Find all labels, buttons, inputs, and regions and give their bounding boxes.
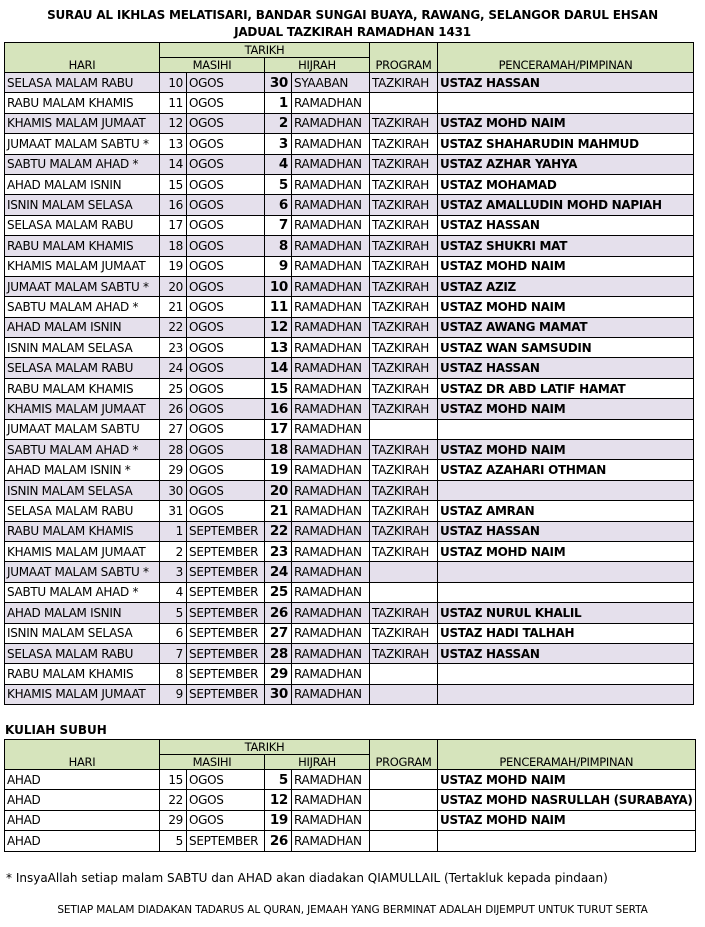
hari-cell: SABTU MALAM AHAD * — [5, 440, 160, 460]
table-row — [5, 684, 694, 704]
column-header-hijrah: HIJRAH — [265, 58, 370, 73]
hari-cell: JUMAAT MALAM SABTU * — [5, 562, 160, 582]
masihi-day-cell: 26 — [160, 399, 187, 419]
column-header-masihi: MASIHI — [160, 755, 265, 770]
hari-cell: ISNIN MALAM SELASA — [5, 480, 160, 500]
masihi-day-cell: 11 — [160, 93, 187, 113]
speaker-cell: USTAZ MOHD NAIM — [438, 770, 696, 790]
hijrah-day-cell: 8 — [265, 236, 292, 256]
hari-cell: AHAD MALAM ISNIN — [5, 317, 160, 337]
speaker-cell: USTAZ MOHD NAIM — [438, 810, 696, 830]
hijrah-day-cell: 15 — [265, 378, 292, 398]
hijrah-day-cell: 14 — [265, 358, 292, 378]
masihi-month-cell: OGOS — [187, 113, 265, 133]
hijrah-month-cell: RAMADHAN — [292, 440, 370, 460]
table-row — [5, 810, 696, 830]
speaker-cell — [438, 93, 694, 113]
speaker-cell: USTAZ HASSAN — [438, 73, 694, 93]
table-row — [5, 154, 694, 174]
table-row — [5, 195, 694, 215]
speaker-cell: USTAZ MOHD NAIM — [438, 256, 694, 276]
masihi-month-cell: OGOS — [187, 297, 265, 317]
program-cell: TAZKIRAH — [370, 358, 438, 378]
speaker-cell: USTAZ SHUKRI MAT — [438, 236, 694, 256]
column-header-masihi: MASIHI — [160, 58, 265, 73]
program-cell — [370, 664, 438, 684]
program-cell: TAZKIRAH — [370, 338, 438, 358]
table-row — [5, 770, 696, 790]
column-header-hijrah: HIJRAH — [265, 755, 370, 770]
program-cell: TAZKIRAH — [370, 317, 438, 337]
speaker-cell: USTAZ WAN SAMSUDIN — [438, 338, 694, 358]
masihi-month-cell: SEPTEMBER — [187, 582, 265, 602]
speaker-cell: USTAZ MOHD NAIM — [438, 399, 694, 419]
hijrah-day-cell: 1 — [265, 93, 292, 113]
masihi-day-cell: 15 — [160, 770, 187, 790]
hijrah-month-cell: RAMADHAN — [292, 521, 370, 541]
hari-cell: ISNIN MALAM SELASA — [5, 338, 160, 358]
hari-cell: RABU MALAM KHAMIS — [5, 378, 160, 398]
masihi-month-cell: OGOS — [187, 378, 265, 398]
hijrah-month-cell: RAMADHAN — [292, 378, 370, 398]
speaker-cell: USTAZ HASSAN — [438, 215, 694, 235]
masihi-month-cell: OGOS — [187, 236, 265, 256]
table-row — [5, 134, 694, 154]
masihi-month-cell: OGOS — [187, 770, 265, 790]
masihi-month-cell: OGOS — [187, 93, 265, 113]
hijrah-month-cell: RAMADHAN — [292, 215, 370, 235]
hijrah-day-cell: 17 — [265, 419, 292, 439]
masihi-month-cell: OGOS — [187, 276, 265, 296]
program-cell: TAZKIRAH — [370, 541, 438, 561]
hari-cell: KHAMIS MALAM JUMAAT — [5, 399, 160, 419]
hijrah-month-cell: RAMADHAN — [292, 582, 370, 602]
column-header-program: PROGRAM — [370, 43, 438, 73]
speaker-cell — [438, 831, 696, 851]
masihi-day-cell: 17 — [160, 215, 187, 235]
speaker-cell — [438, 664, 694, 684]
masihi-day-cell: 28 — [160, 440, 187, 460]
hijrah-month-cell: SYAABAN — [292, 73, 370, 93]
hijrah-day-cell: 20 — [265, 480, 292, 500]
masihi-day-cell: 22 — [160, 790, 187, 810]
program-cell: TAZKIRAH — [370, 195, 438, 215]
masihi-day-cell: 19 — [160, 256, 187, 276]
masihi-day-cell: 27 — [160, 419, 187, 439]
program-cell — [370, 790, 438, 810]
hijrah-day-cell: 10 — [265, 276, 292, 296]
hijrah-day-cell: 19 — [265, 810, 292, 830]
hijrah-day-cell: 23 — [265, 541, 292, 561]
table-row — [5, 256, 694, 276]
masihi-day-cell: 20 — [160, 276, 187, 296]
table-row — [5, 113, 694, 133]
speaker-cell — [438, 419, 694, 439]
masihi-month-cell: OGOS — [187, 154, 265, 174]
hijrah-month-cell: RAMADHAN — [292, 297, 370, 317]
masihi-day-cell: 5 — [160, 831, 187, 851]
speaker-cell — [438, 480, 694, 500]
speaker-cell: USTAZ AZHAR YAHYA — [438, 154, 694, 174]
hijrah-day-cell: 28 — [265, 643, 292, 663]
hijrah-month-cell: RAMADHAN — [292, 643, 370, 663]
masihi-month-cell: OGOS — [187, 810, 265, 830]
masihi-month-cell: OGOS — [187, 215, 265, 235]
hari-cell: RABU MALAM KHAMIS — [5, 93, 160, 113]
masihi-month-cell: OGOS — [187, 317, 265, 337]
hijrah-month-cell: RAMADHAN — [292, 317, 370, 337]
program-cell: TAZKIRAH — [370, 603, 438, 623]
hari-cell: AHAD MALAM ISNIN * — [5, 460, 160, 480]
table-row — [5, 297, 694, 317]
hari-cell: AHAD — [5, 831, 160, 851]
hijrah-day-cell: 6 — [265, 195, 292, 215]
masihi-month-cell: OGOS — [187, 419, 265, 439]
table-row — [5, 521, 694, 541]
hari-cell: SELASA MALAM RABU — [5, 643, 160, 663]
masihi-month-cell: SEPTEMBER — [187, 684, 265, 704]
hijrah-day-cell: 22 — [265, 521, 292, 541]
table-row — [5, 790, 696, 810]
program-cell: TAZKIRAH — [370, 623, 438, 643]
table-row — [5, 480, 694, 500]
table-row — [5, 582, 694, 602]
speaker-cell: USTAZ DR ABD LATIF HAMAT — [438, 378, 694, 398]
program-cell — [370, 582, 438, 602]
masihi-month-cell: OGOS — [187, 440, 265, 460]
hari-cell: KHAMIS MALAM JUMAAT — [5, 113, 160, 133]
program-cell: TAZKIRAH — [370, 256, 438, 276]
program-cell: TAZKIRAH — [370, 399, 438, 419]
hijrah-day-cell: 18 — [265, 440, 292, 460]
column-header-penceramah: PENCERAMAH/PIMPINAN — [438, 740, 696, 770]
speaker-cell: USTAZ MOHD NAIM — [438, 541, 694, 561]
program-cell — [370, 810, 438, 830]
hijrah-day-cell: 29 — [265, 664, 292, 684]
masihi-day-cell: 12 — [160, 113, 187, 133]
masihi-day-cell: 25 — [160, 378, 187, 398]
hijrah-month-cell: RAMADHAN — [292, 134, 370, 154]
table-row — [5, 338, 694, 358]
masihi-day-cell: 2 — [160, 541, 187, 561]
table-row — [5, 174, 694, 194]
speaker-cell: USTAZ HASSAN — [438, 358, 694, 378]
masihi-month-cell: OGOS — [187, 358, 265, 378]
hijrah-day-cell: 2 — [265, 113, 292, 133]
masihi-day-cell: 29 — [160, 460, 187, 480]
table-row — [5, 378, 694, 398]
hari-cell: SELASA MALAM RABU — [5, 501, 160, 521]
hijrah-day-cell: 21 — [265, 501, 292, 521]
hijrah-month-cell: RAMADHAN — [292, 790, 370, 810]
hari-cell: ISNIN MALAM SELASA — [5, 195, 160, 215]
table-row — [5, 643, 694, 663]
hijrah-month-cell: RAMADHAN — [292, 831, 370, 851]
speaker-cell: USTAZ AZIZ — [438, 276, 694, 296]
hijrah-month-cell: RAMADHAN — [292, 562, 370, 582]
hijrah-day-cell: 3 — [265, 134, 292, 154]
speaker-cell — [438, 562, 694, 582]
program-cell — [370, 93, 438, 113]
speaker-cell: USTAZ HASSAN — [438, 643, 694, 663]
column-header-hari: HARI — [5, 43, 160, 73]
masihi-month-cell: OGOS — [187, 174, 265, 194]
masihi-day-cell: 30 — [160, 480, 187, 500]
hari-cell: JUMAAT MALAM SABTU — [5, 419, 160, 439]
hijrah-day-cell: 5 — [265, 770, 292, 790]
program-cell: TAZKIRAH — [370, 521, 438, 541]
program-cell — [370, 684, 438, 704]
speaker-cell: USTAZ AMALLUDIN MOHD NAPIAH — [438, 195, 694, 215]
hijrah-month-cell: RAMADHAN — [292, 113, 370, 133]
masihi-day-cell: 18 — [160, 236, 187, 256]
hijrah-day-cell: 12 — [265, 317, 292, 337]
hijrah-month-cell: RAMADHAN — [292, 399, 370, 419]
column-header-tarikh: TARIKH — [160, 740, 370, 755]
hijrah-day-cell: 25 — [265, 582, 292, 602]
program-cell: TAZKIRAH — [370, 215, 438, 235]
masihi-day-cell: 7 — [160, 643, 187, 663]
hari-cell: RABU MALAM KHAMIS — [5, 664, 160, 684]
table-row — [5, 419, 694, 439]
table-row — [5, 317, 694, 337]
hari-cell: AHAD MALAM ISNIN — [5, 603, 160, 623]
hijrah-day-cell: 30 — [265, 73, 292, 93]
hari-cell: KHAMIS MALAM JUMAAT — [5, 256, 160, 276]
speaker-cell: USTAZ AMRAN — [438, 501, 694, 521]
column-header-tarikh: TARIKH — [160, 43, 370, 58]
speaker-cell: USTAZ HASSAN — [438, 521, 694, 541]
hari-cell: SABTU MALAM AHAD * — [5, 154, 160, 174]
table-row — [5, 440, 694, 460]
masihi-day-cell: 24 — [160, 358, 187, 378]
table-row — [5, 562, 694, 582]
masihi-day-cell: 16 — [160, 195, 187, 215]
hari-cell: SELASA MALAM RABU — [5, 73, 160, 93]
hijrah-day-cell: 30 — [265, 684, 292, 704]
hijrah-month-cell: RAMADHAN — [292, 154, 370, 174]
hari-cell: KHAMIS MALAM JUMAAT — [5, 684, 160, 704]
column-header-hari: HARI — [5, 740, 160, 770]
program-cell: TAZKIRAH — [370, 378, 438, 398]
hijrah-month-cell: RAMADHAN — [292, 623, 370, 643]
speaker-cell — [438, 684, 694, 704]
masihi-day-cell: 9 — [160, 684, 187, 704]
hari-cell: SABTU MALAM AHAD * — [5, 582, 160, 602]
table-row — [5, 664, 694, 684]
hari-cell: RABU MALAM KHAMIS — [5, 521, 160, 541]
masihi-day-cell: 3 — [160, 562, 187, 582]
table-row — [5, 501, 694, 521]
hari-cell: ISNIN MALAM SELASA — [5, 623, 160, 643]
masihi-month-cell: OGOS — [187, 790, 265, 810]
speaker-cell: USTAZ SHAHARUDIN MAHMUD — [438, 134, 694, 154]
masihi-day-cell: 10 — [160, 73, 187, 93]
hijrah-month-cell: RAMADHAN — [292, 358, 370, 378]
hari-cell: SELASA MALAM RABU — [5, 358, 160, 378]
hijrah-month-cell: RAMADHAN — [292, 276, 370, 296]
masihi-day-cell: 13 — [160, 134, 187, 154]
hari-cell: SABTU MALAM AHAD * — [5, 297, 160, 317]
masihi-month-cell: SEPTEMBER — [187, 603, 265, 623]
hari-cell: JUMAAT MALAM SABTU * — [5, 276, 160, 296]
program-cell: TAZKIRAH — [370, 236, 438, 256]
program-cell — [370, 419, 438, 439]
masihi-day-cell: 22 — [160, 317, 187, 337]
program-cell: TAZKIRAH — [370, 174, 438, 194]
hari-cell: AHAD — [5, 810, 160, 830]
masihi-month-cell: OGOS — [187, 73, 265, 93]
table-row — [5, 541, 694, 561]
hijrah-month-cell: RAMADHAN — [292, 460, 370, 480]
document-title: SURAU AL IKHLAS MELATISARI, BANDAR SUNGAI BUAYA, RAWANG, SELANGOR DARUL EHSAN — [47, 8, 658, 22]
masihi-day-cell: 5 — [160, 603, 187, 623]
masihi-month-cell: OGOS — [187, 256, 265, 276]
hijrah-month-cell: RAMADHAN — [292, 770, 370, 790]
masihi-month-cell: OGOS — [187, 399, 265, 419]
speaker-cell: USTAZ AZAHARI OTHMAN — [438, 460, 694, 480]
hari-cell: RABU MALAM KHAMIS — [5, 236, 160, 256]
masihi-day-cell: 14 — [160, 154, 187, 174]
hijrah-day-cell: 16 — [265, 399, 292, 419]
tadarus-note: SETIAP MALAM DIADAKAN TADARUS AL QURAN, JEMAAH YANG BERMINAT ADALAH DIJEMPUT UNTUK TURUT SERTA — [57, 904, 648, 916]
hijrah-month-cell: RAMADHAN — [292, 541, 370, 561]
masihi-month-cell: SEPTEMBER — [187, 643, 265, 663]
masihi-month-cell: OGOS — [187, 195, 265, 215]
speaker-cell: USTAZ NURUL KHALIL — [438, 603, 694, 623]
table-row — [5, 73, 694, 93]
masihi-month-cell: SEPTEMBER — [187, 521, 265, 541]
program-cell: TAZKIRAH — [370, 297, 438, 317]
table-row — [5, 236, 694, 256]
masihi-day-cell: 6 — [160, 623, 187, 643]
program-cell: TAZKIRAH — [370, 276, 438, 296]
program-cell: TAZKIRAH — [370, 73, 438, 93]
masihi-month-cell: OGOS — [187, 480, 265, 500]
table-row — [5, 399, 694, 419]
hari-cell: AHAD — [5, 770, 160, 790]
hijrah-month-cell: RAMADHAN — [292, 256, 370, 276]
column-header-program: PROGRAM — [370, 740, 438, 770]
table-row — [5, 276, 694, 296]
program-cell: TAZKIRAH — [370, 134, 438, 154]
masihi-day-cell: 29 — [160, 810, 187, 830]
masihi-month-cell: OGOS — [187, 338, 265, 358]
speaker-cell: USTAZ MOHD NAIM — [438, 440, 694, 460]
hijrah-month-cell: RAMADHAN — [292, 684, 370, 704]
table-row — [5, 358, 694, 378]
speaker-cell: USTAZ MOHD NAIM — [438, 297, 694, 317]
masihi-month-cell: SEPTEMBER — [187, 664, 265, 684]
table-row — [5, 460, 694, 480]
hijrah-month-cell: RAMADHAN — [292, 93, 370, 113]
program-cell: TAZKIRAH — [370, 154, 438, 174]
hijrah-day-cell: 5 — [265, 174, 292, 194]
masihi-month-cell: SEPTEMBER — [187, 562, 265, 582]
masihi-month-cell: SEPTEMBER — [187, 541, 265, 561]
hijrah-month-cell: RAMADHAN — [292, 236, 370, 256]
masihi-day-cell: 8 — [160, 664, 187, 684]
masihi-month-cell: SEPTEMBER — [187, 831, 265, 851]
hijrah-day-cell: 4 — [265, 154, 292, 174]
speaker-cell: USTAZ MOHD NAIM — [438, 113, 694, 133]
program-cell — [370, 831, 438, 851]
speaker-cell: USTAZ AWANG MAMAT — [438, 317, 694, 337]
program-cell — [370, 770, 438, 790]
masihi-month-cell: OGOS — [187, 134, 265, 154]
speaker-cell: USTAZ MOHAMAD — [438, 174, 694, 194]
program-cell: TAZKIRAH — [370, 440, 438, 460]
hijrah-month-cell: RAMADHAN — [292, 810, 370, 830]
document-subtitle: JADUAL TAZKIRAH RAMADHAN 1431 — [234, 25, 471, 39]
kuliah-subuh-title: KULIAH SUBUH — [5, 723, 107, 737]
table-row — [5, 623, 694, 643]
masihi-day-cell: 23 — [160, 338, 187, 358]
hijrah-month-cell: RAMADHAN — [292, 338, 370, 358]
program-cell: TAZKIRAH — [370, 480, 438, 500]
speaker-cell — [438, 582, 694, 602]
table-row — [5, 93, 694, 113]
hijrah-month-cell: RAMADHAN — [292, 501, 370, 521]
hari-cell: KHAMIS MALAM JUMAAT — [5, 541, 160, 561]
table-row — [5, 215, 694, 235]
masihi-day-cell: 15 — [160, 174, 187, 194]
masihi-month-cell: SEPTEMBER — [187, 623, 265, 643]
program-cell: TAZKIRAH — [370, 501, 438, 521]
program-cell: TAZKIRAH — [370, 460, 438, 480]
hijrah-day-cell: 13 — [265, 338, 292, 358]
masihi-day-cell: 4 — [160, 582, 187, 602]
hijrah-month-cell: RAMADHAN — [292, 419, 370, 439]
hari-cell: AHAD MALAM ISNIN — [5, 174, 160, 194]
masihi-month-cell: OGOS — [187, 460, 265, 480]
hari-cell: AHAD — [5, 790, 160, 810]
speaker-cell: USTAZ MOHD NASRULLAH (SURABAYA) — [438, 790, 696, 810]
hijrah-day-cell: 9 — [265, 256, 292, 276]
hijrah-month-cell: RAMADHAN — [292, 480, 370, 500]
kuliah-subuh-table — [4, 739, 696, 852]
table-row — [5, 831, 696, 851]
qiamullail-note: * InsyaAllah setiap malam SABTU dan AHAD akan diadakan QIAMULLAIL (Tertakluk kepada pindaan) — [6, 871, 608, 885]
speaker-cell: USTAZ HADI TALHAH — [438, 623, 694, 643]
program-cell: TAZKIRAH — [370, 643, 438, 663]
masihi-month-cell: OGOS — [187, 501, 265, 521]
hijrah-day-cell: 19 — [265, 460, 292, 480]
program-cell — [370, 562, 438, 582]
hijrah-month-cell: RAMADHAN — [292, 664, 370, 684]
hijrah-day-cell: 12 — [265, 790, 292, 810]
hijrah-day-cell: 27 — [265, 623, 292, 643]
ramadhan-schedule-table — [4, 42, 694, 705]
masihi-day-cell: 1 — [160, 521, 187, 541]
hijrah-day-cell: 7 — [265, 215, 292, 235]
hari-cell: SELASA MALAM RABU — [5, 215, 160, 235]
hijrah-month-cell: RAMADHAN — [292, 195, 370, 215]
masihi-day-cell: 31 — [160, 501, 187, 521]
hijrah-day-cell: 24 — [265, 562, 292, 582]
column-header-penceramah: PENCERAMAH/PIMPINAN — [438, 43, 694, 73]
table-row — [5, 603, 694, 623]
hijrah-month-cell: RAMADHAN — [292, 603, 370, 623]
hijrah-month-cell: RAMADHAN — [292, 174, 370, 194]
hijrah-day-cell: 11 — [265, 297, 292, 317]
program-cell: TAZKIRAH — [370, 113, 438, 133]
hari-cell: JUMAAT MALAM SABTU * — [5, 134, 160, 154]
hijrah-day-cell: 26 — [265, 603, 292, 623]
hijrah-day-cell: 26 — [265, 831, 292, 851]
masihi-day-cell: 21 — [160, 297, 187, 317]
